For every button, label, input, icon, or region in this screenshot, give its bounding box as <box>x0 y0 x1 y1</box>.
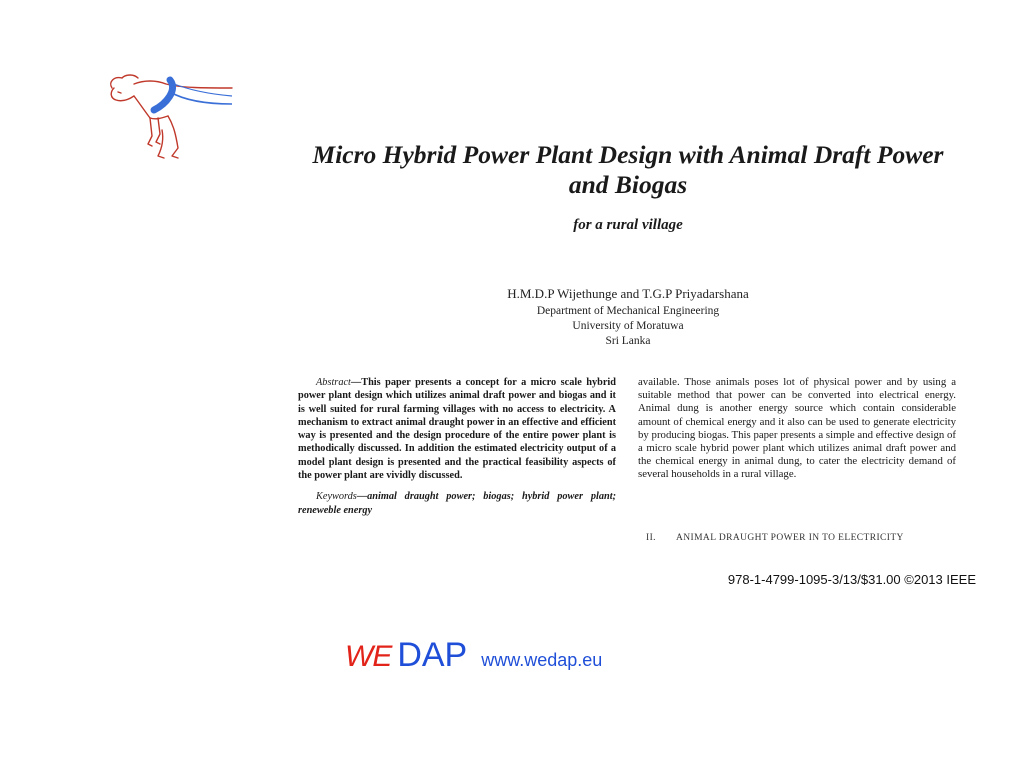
affiliation-department: Department of Mechanical Engineering <box>536 305 720 317</box>
abstract-text: —This paper presents a concept for a micro scale hybrid power plant design which utilizes animal draft power and biogas and it is well suited for rural farming villages with no access to electricity. A mechanism to extract animal draught power in an effective and efficient way is presented and the design procedure of the entire power plant is methodically discussed. In addition the estimated electricity output of a model plant design is presented and the practical feasibility aspects of the power plant are vividly discussed. <box>298 377 616 482</box>
abstract-paragraph <box>298 376 616 482</box>
keywords-label: Keywords <box>316 491 357 503</box>
paper-authors: H.M.D.P Wijethunge and T.G.P Priyadarshana <box>507 286 749 301</box>
ox-harness-logo-icon <box>104 70 236 162</box>
section-title: ANIMAL DRAUGHT POWER IN TO ELECTRICITY <box>676 533 904 543</box>
section-heading <box>646 533 956 543</box>
website-link[interactable]: www.wedap.eu <box>481 650 603 670</box>
abstract-label: Abstract <box>316 377 351 388</box>
section-number: II. <box>646 533 656 543</box>
affiliation-university: University of Moratuwa <box>572 320 684 332</box>
paper-subtitle: for a rural village <box>573 217 683 233</box>
right-column <box>638 376 956 482</box>
logo-we-text: WE <box>345 640 392 673</box>
paper-affiliation <box>300 304 956 349</box>
logo-dap-text: DAP <box>397 636 468 674</box>
wedap-footer <box>345 636 602 680</box>
affiliation-country: Sri Lanka <box>605 335 651 347</box>
intro-paragraph: available. Those animals poses lot of physical power and by using a suitable method that power can be converted into electrical energy. Animal dung is another energy source which contain considerable amount of chemical energy and it also can be used to generate electricity by producing biogas. This paper presents a simple and effective design of a micro scale hybrid power plant which utilizes animal draft power and the chemical energy in animal dung, to cater the electricity demand of several households in a rural village. <box>638 376 956 481</box>
paper-title: Micro Hybrid Power Plant Design with Animal Draft Power and Biogas <box>312 140 944 199</box>
keywords-paragraph <box>298 490 616 517</box>
keywords-text: —animal draught power; biogas; hybrid power plant; reneweble energy <box>298 491 616 516</box>
left-column <box>298 376 616 517</box>
copyright-line: 978-1-4799-1095-3/13/$31.00 ©2013 IEEE <box>727 572 976 587</box>
